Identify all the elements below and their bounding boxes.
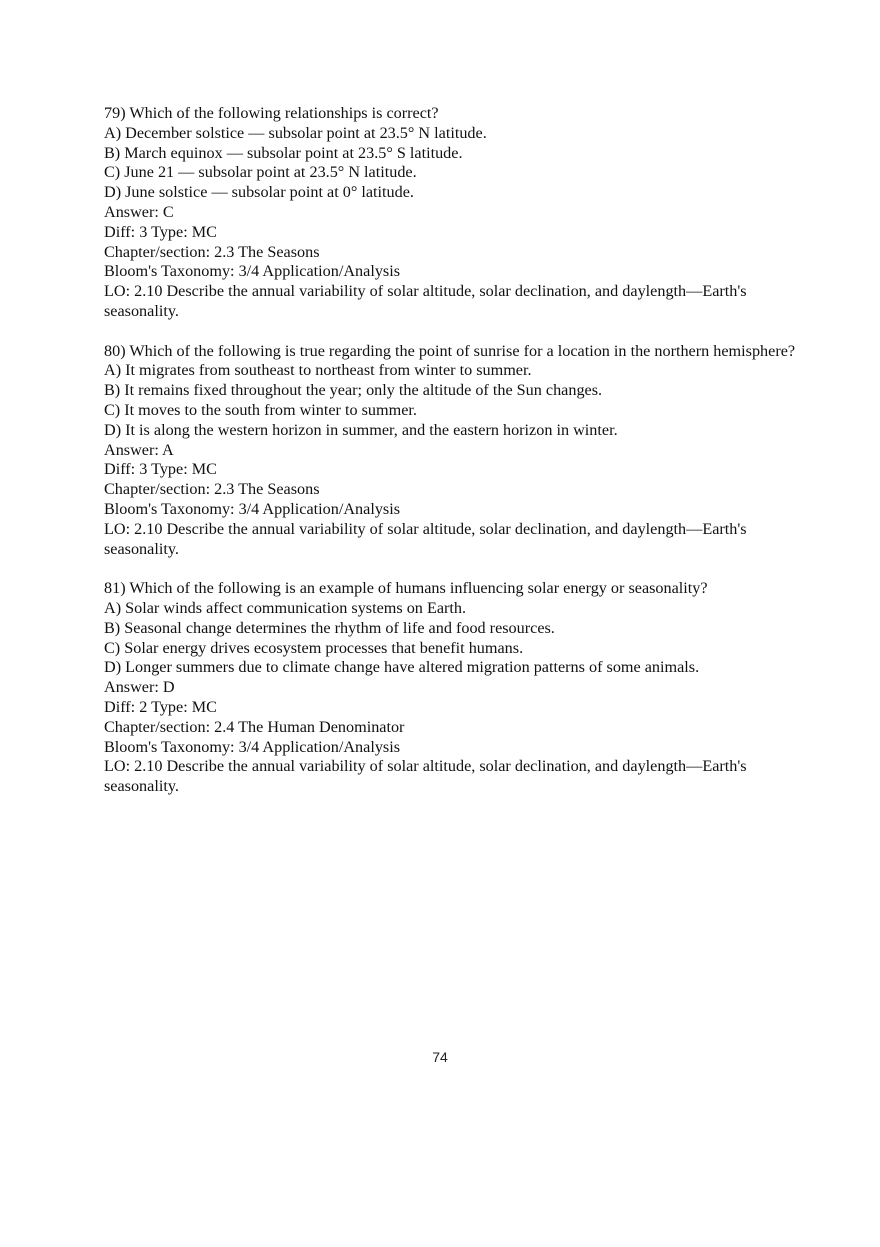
question-80: [104, 342, 804, 560]
option-c: C) It moves to the south from winter to summer.: [104, 400, 417, 419]
question-81: [104, 579, 804, 797]
chapter-section: Chapter/section: 2.3 The Seasons: [104, 242, 320, 261]
option-c: C) Solar energy drives ecosystem processes that benefit humans.: [104, 638, 524, 657]
question-prompt: 79) Which of the following relationships is correct?: [104, 104, 439, 122]
question-79: [104, 104, 804, 322]
difficulty-type: Diff: 2 Type: MC: [104, 697, 217, 716]
bloom-taxonomy: Bloom's Taxonomy: 3/4 Application/Analysis: [104, 262, 401, 281]
difficulty-type: Diff: 3 Type: MC: [104, 222, 217, 241]
bloom-taxonomy: Bloom's Taxonomy: 3/4 Application/Analysis: [104, 499, 401, 518]
option-b: B) Seasonal change determines the rhythm of life and food resources.: [104, 618, 555, 637]
option-d: D) It is along the western horizon in summer, and the eastern horizon in winter.: [104, 420, 618, 439]
answer: Answer: D: [104, 678, 175, 697]
difficulty-type: Diff: 3 Type: MC: [104, 460, 217, 479]
chapter-section: Chapter/section: 2.4 The Human Denominator: [104, 717, 405, 736]
option-a: A) December solstice — subsolar point at 23.5° N latitude.: [104, 123, 487, 142]
bloom-taxonomy: Bloom's Taxonomy: 3/4 Application/Analysis: [104, 737, 401, 756]
question-prompt: 80) Which of the following is true regarding the point of sunrise for a location in the northern hemisphere?: [104, 341, 796, 360]
option-b: B) It remains fixed throughout the year; only the altitude of the Sun changes.: [104, 381, 603, 400]
option-d: D) Longer summers due to climate change have altered migration patterns of some animals.: [104, 658, 700, 677]
chapter-section: Chapter/section: 2.3 The Seasons: [104, 480, 320, 499]
answer: Answer: C: [104, 202, 174, 221]
option-b: B) March equinox — subsolar point at 23.5° S latitude.: [104, 143, 463, 162]
option-a: A) Solar winds affect communication systems on Earth.: [104, 598, 467, 617]
learning-objective: LO: 2.10 Describe the annual variability of solar altitude, solar declination, and daylength—Earth's seasonality.: [104, 282, 747, 320]
learning-objective: LO: 2.10 Describe the annual variability of solar altitude, solar declination, and daylength—Earth's seasonality.: [104, 519, 747, 558]
answer: Answer: A: [104, 440, 174, 459]
option-a: A) It migrates from southeast to northeast from winter to summer.: [104, 361, 532, 380]
question-prompt: 81) Which of the following is an example of humans influencing solar energy or seasonality?: [104, 579, 708, 598]
option-d: D) June solstice — subsolar point at 0° latitude.: [104, 183, 414, 202]
document-body: [104, 104, 804, 817]
option-c: C) June 21 — subsolar point at 23.5° N latitude.: [104, 163, 417, 182]
page-number: 74: [432, 1049, 448, 1065]
learning-objective: LO: 2.10 Describe the annual variability of solar altitude, solar declination, and daylength—Earth's seasonality.: [104, 757, 747, 796]
